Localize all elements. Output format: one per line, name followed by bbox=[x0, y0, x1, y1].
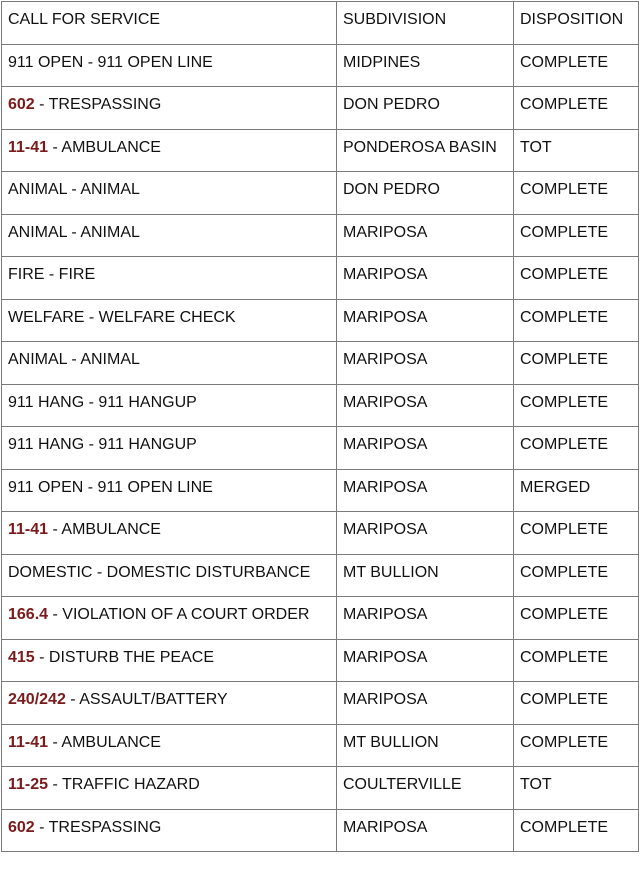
call-for-service-cell bbox=[2, 172, 337, 215]
call-description: WELFARE - WELFARE CHECK bbox=[8, 308, 236, 326]
call-description: ANIMAL - ANIMAL bbox=[8, 223, 140, 241]
subdivision-cell: MARIPOSA bbox=[337, 809, 514, 852]
table-row bbox=[2, 809, 639, 852]
disposition-cell: COMPLETE bbox=[514, 214, 639, 257]
disposition-cell: COMPLETE bbox=[514, 597, 639, 640]
table-row bbox=[2, 469, 639, 512]
penal-code: 166.4 bbox=[8, 606, 49, 623]
subdivision-cell: MARIPOSA bbox=[337, 214, 514, 257]
penal-code: 11-25 bbox=[8, 776, 49, 793]
disposition-cell: COMPLETE bbox=[514, 809, 639, 852]
table-row bbox=[2, 554, 639, 597]
subdivision-cell: MARIPOSA bbox=[337, 682, 514, 725]
subdivision-cell: COULTERVILLE bbox=[337, 767, 514, 810]
call-for-service-cell bbox=[2, 767, 337, 810]
table-row bbox=[2, 427, 639, 470]
penal-code: 11-41 bbox=[8, 138, 49, 156]
call-description: AMBULANCE bbox=[61, 521, 161, 538]
table-row bbox=[2, 44, 639, 87]
call-description: FIRE - FIRE bbox=[8, 266, 96, 283]
call-description: AMBULANCE bbox=[61, 138, 161, 156]
disposition-cell: COMPLETE bbox=[514, 342, 639, 385]
call-description: VIOLATION OF A COURT ORDER bbox=[62, 606, 310, 623]
penal-code: 11-41 bbox=[8, 521, 49, 538]
table-row bbox=[2, 682, 639, 725]
call-description: 911 HANG - 911 HANGUP bbox=[8, 393, 197, 411]
disposition-cell: COMPLETE bbox=[514, 257, 639, 300]
call-description: DOMESTIC - DOMESTIC DISTURBANCE bbox=[8, 563, 311, 581]
table-row bbox=[2, 214, 639, 257]
table-row bbox=[2, 512, 639, 555]
call-for-service-cell bbox=[2, 809, 337, 852]
disposition-cell: COMPLETE bbox=[514, 87, 639, 130]
subdivision-cell: MT BULLION bbox=[337, 724, 514, 767]
table-row bbox=[2, 597, 639, 640]
call-for-service-cell bbox=[2, 44, 337, 87]
subdivision-cell: MARIPOSA bbox=[337, 427, 514, 470]
disposition-cell: COMPLETE bbox=[514, 554, 639, 597]
call-description: 911 OPEN - 911 OPEN LINE bbox=[8, 53, 213, 71]
subdivision-cell: DON PEDRO bbox=[337, 87, 514, 130]
table-body bbox=[2, 44, 639, 852]
call-description: ANIMAL - ANIMAL bbox=[8, 181, 140, 198]
disposition-cell: COMPLETE bbox=[514, 299, 639, 342]
disposition-cell: TOT bbox=[514, 129, 639, 172]
penal-code: 602 bbox=[8, 818, 35, 836]
header-subdivision: SUBDIVISION bbox=[337, 2, 514, 45]
disposition-cell: MERGED bbox=[514, 469, 639, 512]
subdivision-cell: MARIPOSA bbox=[337, 512, 514, 555]
call-for-service-cell bbox=[2, 427, 337, 470]
subdivision-cell: MARIPOSA bbox=[337, 597, 514, 640]
code-separator: - bbox=[48, 138, 62, 156]
subdivision-cell: MARIPOSA bbox=[337, 384, 514, 427]
table-row bbox=[2, 172, 639, 215]
disposition-cell: COMPLETE bbox=[514, 44, 639, 87]
penal-code: 602 bbox=[8, 96, 35, 113]
code-separator: - bbox=[65, 691, 80, 708]
call-for-service-cell bbox=[2, 724, 337, 767]
call-description: 911 OPEN - 911 OPEN LINE bbox=[8, 478, 213, 496]
table-row bbox=[2, 87, 639, 130]
call-for-service-cell bbox=[2, 384, 337, 427]
disposition-cell: COMPLETE bbox=[514, 172, 639, 215]
header-call-for-service: CALL FOR SERVICE bbox=[2, 2, 337, 45]
table-row bbox=[2, 257, 639, 300]
call-description: ANIMAL - ANIMAL bbox=[8, 351, 140, 368]
call-description: DISTURB THE PEACE bbox=[48, 648, 214, 666]
subdivision-cell: MARIPOSA bbox=[337, 342, 514, 385]
call-for-service-cell bbox=[2, 214, 337, 257]
subdivision-cell: DON PEDRO bbox=[337, 172, 514, 215]
call-for-service-cell bbox=[2, 469, 337, 512]
code-separator: - bbox=[48, 733, 62, 751]
call-description: ASSAULT/BATTERY bbox=[79, 691, 228, 708]
table-row bbox=[2, 342, 639, 385]
subdivision-cell: PONDEROSA BASIN bbox=[337, 129, 514, 172]
subdivision-cell: MARIPOSA bbox=[337, 469, 514, 512]
subdivision-cell: MARIPOSA bbox=[337, 639, 514, 682]
call-for-service-cell bbox=[2, 682, 337, 725]
call-for-service-cell bbox=[2, 87, 337, 130]
code-separator: - bbox=[48, 521, 62, 538]
table-row bbox=[2, 724, 639, 767]
call-log-table bbox=[1, 1, 639, 852]
call-for-service-cell bbox=[2, 129, 337, 172]
penal-code: 415 bbox=[8, 648, 35, 666]
call-description: TRAFFIC HAZARD bbox=[61, 776, 200, 793]
subdivision-cell: MARIPOSA bbox=[337, 299, 514, 342]
code-separator: - bbox=[48, 776, 62, 793]
penal-code: 11-41 bbox=[8, 733, 49, 751]
disposition-cell: COMPLETE bbox=[514, 512, 639, 555]
call-for-service-cell bbox=[2, 342, 337, 385]
code-separator: - bbox=[48, 606, 63, 623]
table-row bbox=[2, 384, 639, 427]
disposition-cell: COMPLETE bbox=[514, 384, 639, 427]
call-description: TRESPASSING bbox=[48, 818, 162, 836]
code-separator: - bbox=[34, 648, 49, 666]
table-row bbox=[2, 299, 639, 342]
disposition-cell: TOT bbox=[514, 767, 639, 810]
call-for-service-cell bbox=[2, 512, 337, 555]
table-row bbox=[2, 639, 639, 682]
disposition-cell: COMPLETE bbox=[514, 639, 639, 682]
call-description: AMBULANCE bbox=[61, 733, 161, 751]
subdivision-cell: MT BULLION bbox=[337, 554, 514, 597]
call-for-service-cell bbox=[2, 597, 337, 640]
table-header-row bbox=[2, 2, 639, 45]
table-row bbox=[2, 767, 639, 810]
subdivision-cell: MIDPINES bbox=[337, 44, 514, 87]
disposition-cell: COMPLETE bbox=[514, 427, 639, 470]
call-description: 911 HANG - 911 HANGUP bbox=[8, 436, 197, 453]
code-separator: - bbox=[34, 96, 49, 113]
call-for-service-cell bbox=[2, 639, 337, 682]
penal-code: 240/242 bbox=[8, 691, 66, 708]
call-for-service-cell bbox=[2, 299, 337, 342]
call-for-service-cell bbox=[2, 257, 337, 300]
subdivision-cell: MARIPOSA bbox=[337, 257, 514, 300]
disposition-cell: COMPLETE bbox=[514, 682, 639, 725]
table-row bbox=[2, 129, 639, 172]
disposition-cell: COMPLETE bbox=[514, 724, 639, 767]
header-disposition: DISPOSITION bbox=[514, 2, 639, 45]
code-separator: - bbox=[34, 818, 49, 836]
call-description: TRESPASSING bbox=[48, 96, 162, 113]
call-for-service-cell bbox=[2, 554, 337, 597]
